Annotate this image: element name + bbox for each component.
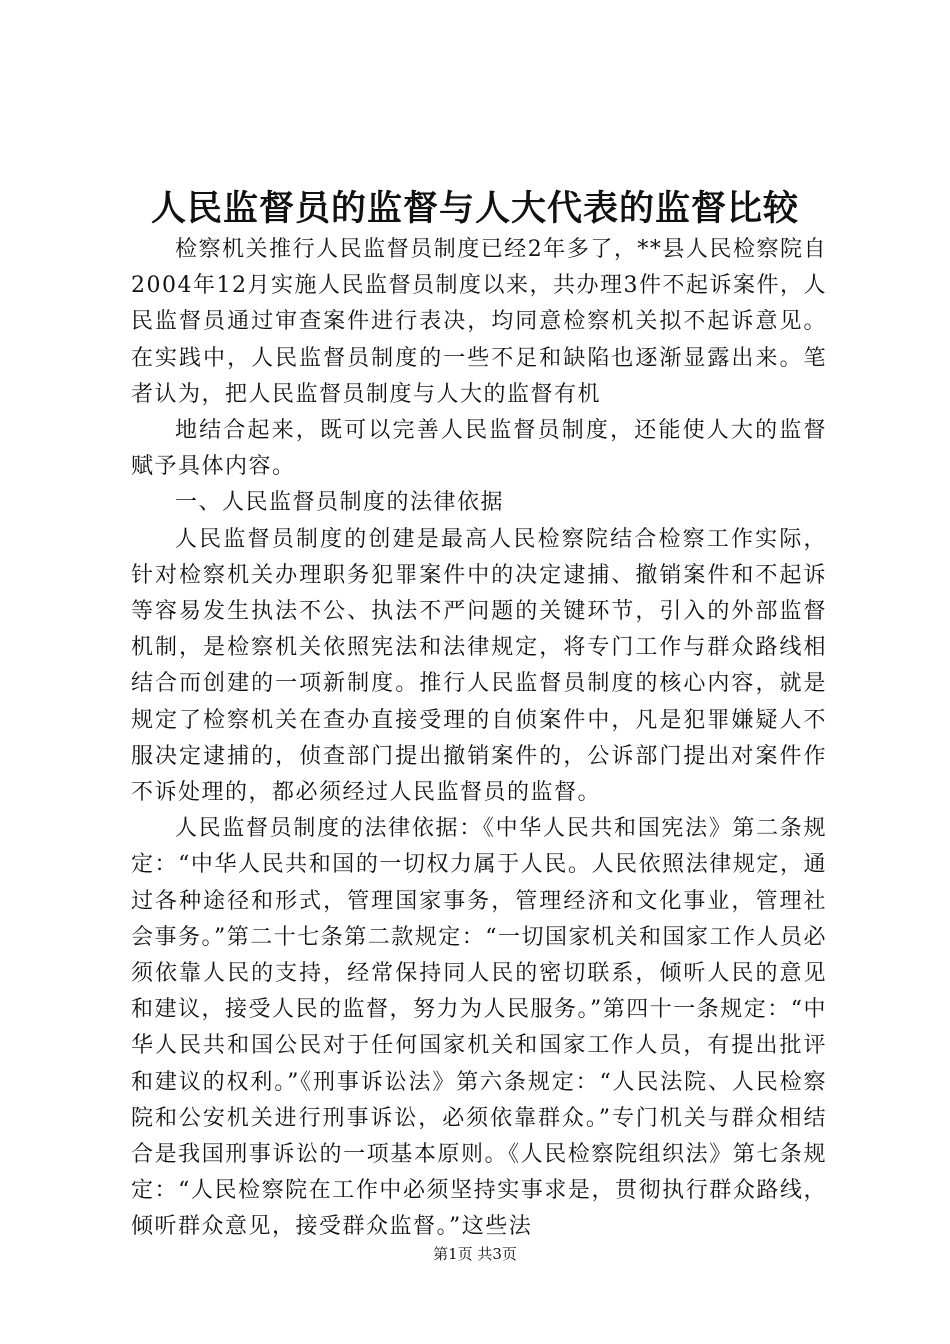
document-body <box>131 232 827 1246</box>
page-number-footer: 第1页 共3页 <box>433 1245 517 1263</box>
paragraph-intro-continued: 地结合起来，既可以完善人民监督员制度，还能使人大的监督赋予具体内容。 <box>131 418 827 480</box>
paragraph-intro: 检察机关推行人民监督员制度已经2年多了，**县人民检察院自2004年12月实施人民监督员制度以来，共办理3件不起诉案件，人民监督员通过审查案件进行表决，均同意检察机关拟不起诉意见。在实践中，人民监督员制度的一些不足和缺陷也逐渐显露出来。笔者认为，把人民监督员制度与人大的监督有机 <box>131 237 827 407</box>
paragraph-system-creation: 人民监督员制度的创建是最高人民检察院结合检察工作实际，针对检察机关办理职务犯罪案件中的决定逮捕、撤销案件和不起诉等容易发生执法不公、执法不严问题的关键环节，引入的外部监督机制，是检察机关依照宪法和法律规定，将专门工作与群众路线相结合而创建的一项新制度。推行人民监督员制度的核心内容，就是规定了检察机关在查办直接受理的自侦案件中，凡是犯罪嫌疑人不服决定逮捕的，侦查部门提出撤销案件的，公诉部门提出对案件作不诉处理的，都必须经过人民监督员的监督。 <box>131 526 827 806</box>
paragraph-legal-basis: 人民监督员制度的法律依据：《中华人民共和国宪法》第二条规定：“中华人民共和国的一切权力属于人民。人民依照法律规定，通过各种途径和形式，管理国家事务，管理经济和文化事业，管理社会事务。”第二十七条第二款规定：“一切国家机关和国家工作人员必须依靠人民的支持，经常保持同人民的密切联系，倾听人民的意见和建议，接受人民的监督，努力为人民服务。”第四十一条规定：“中华人民共和国公民对于任何国家机关和国家工作人员，有提出批评和建议的权利。”《刑事诉讼法》第六条规定：“人民法院、人民检察院和公安机关进行刑事诉讼，必须依靠群众。”专门机关与群众相结合是我国刑事诉讼的一项基本原则。《人民检察院组织法》第七条规定：“人民检察院在工作中必须坚持实事求是，贯彻执行群众路线，倾听群众意见，接受群众监督。”这些法 <box>131 816 827 1240</box>
document-title: 人民监督员的监督与人大代表的监督比较 <box>150 188 799 229</box>
section-heading-legal-basis: 一、人民监督员制度的法律依据 <box>175 490 505 516</box>
